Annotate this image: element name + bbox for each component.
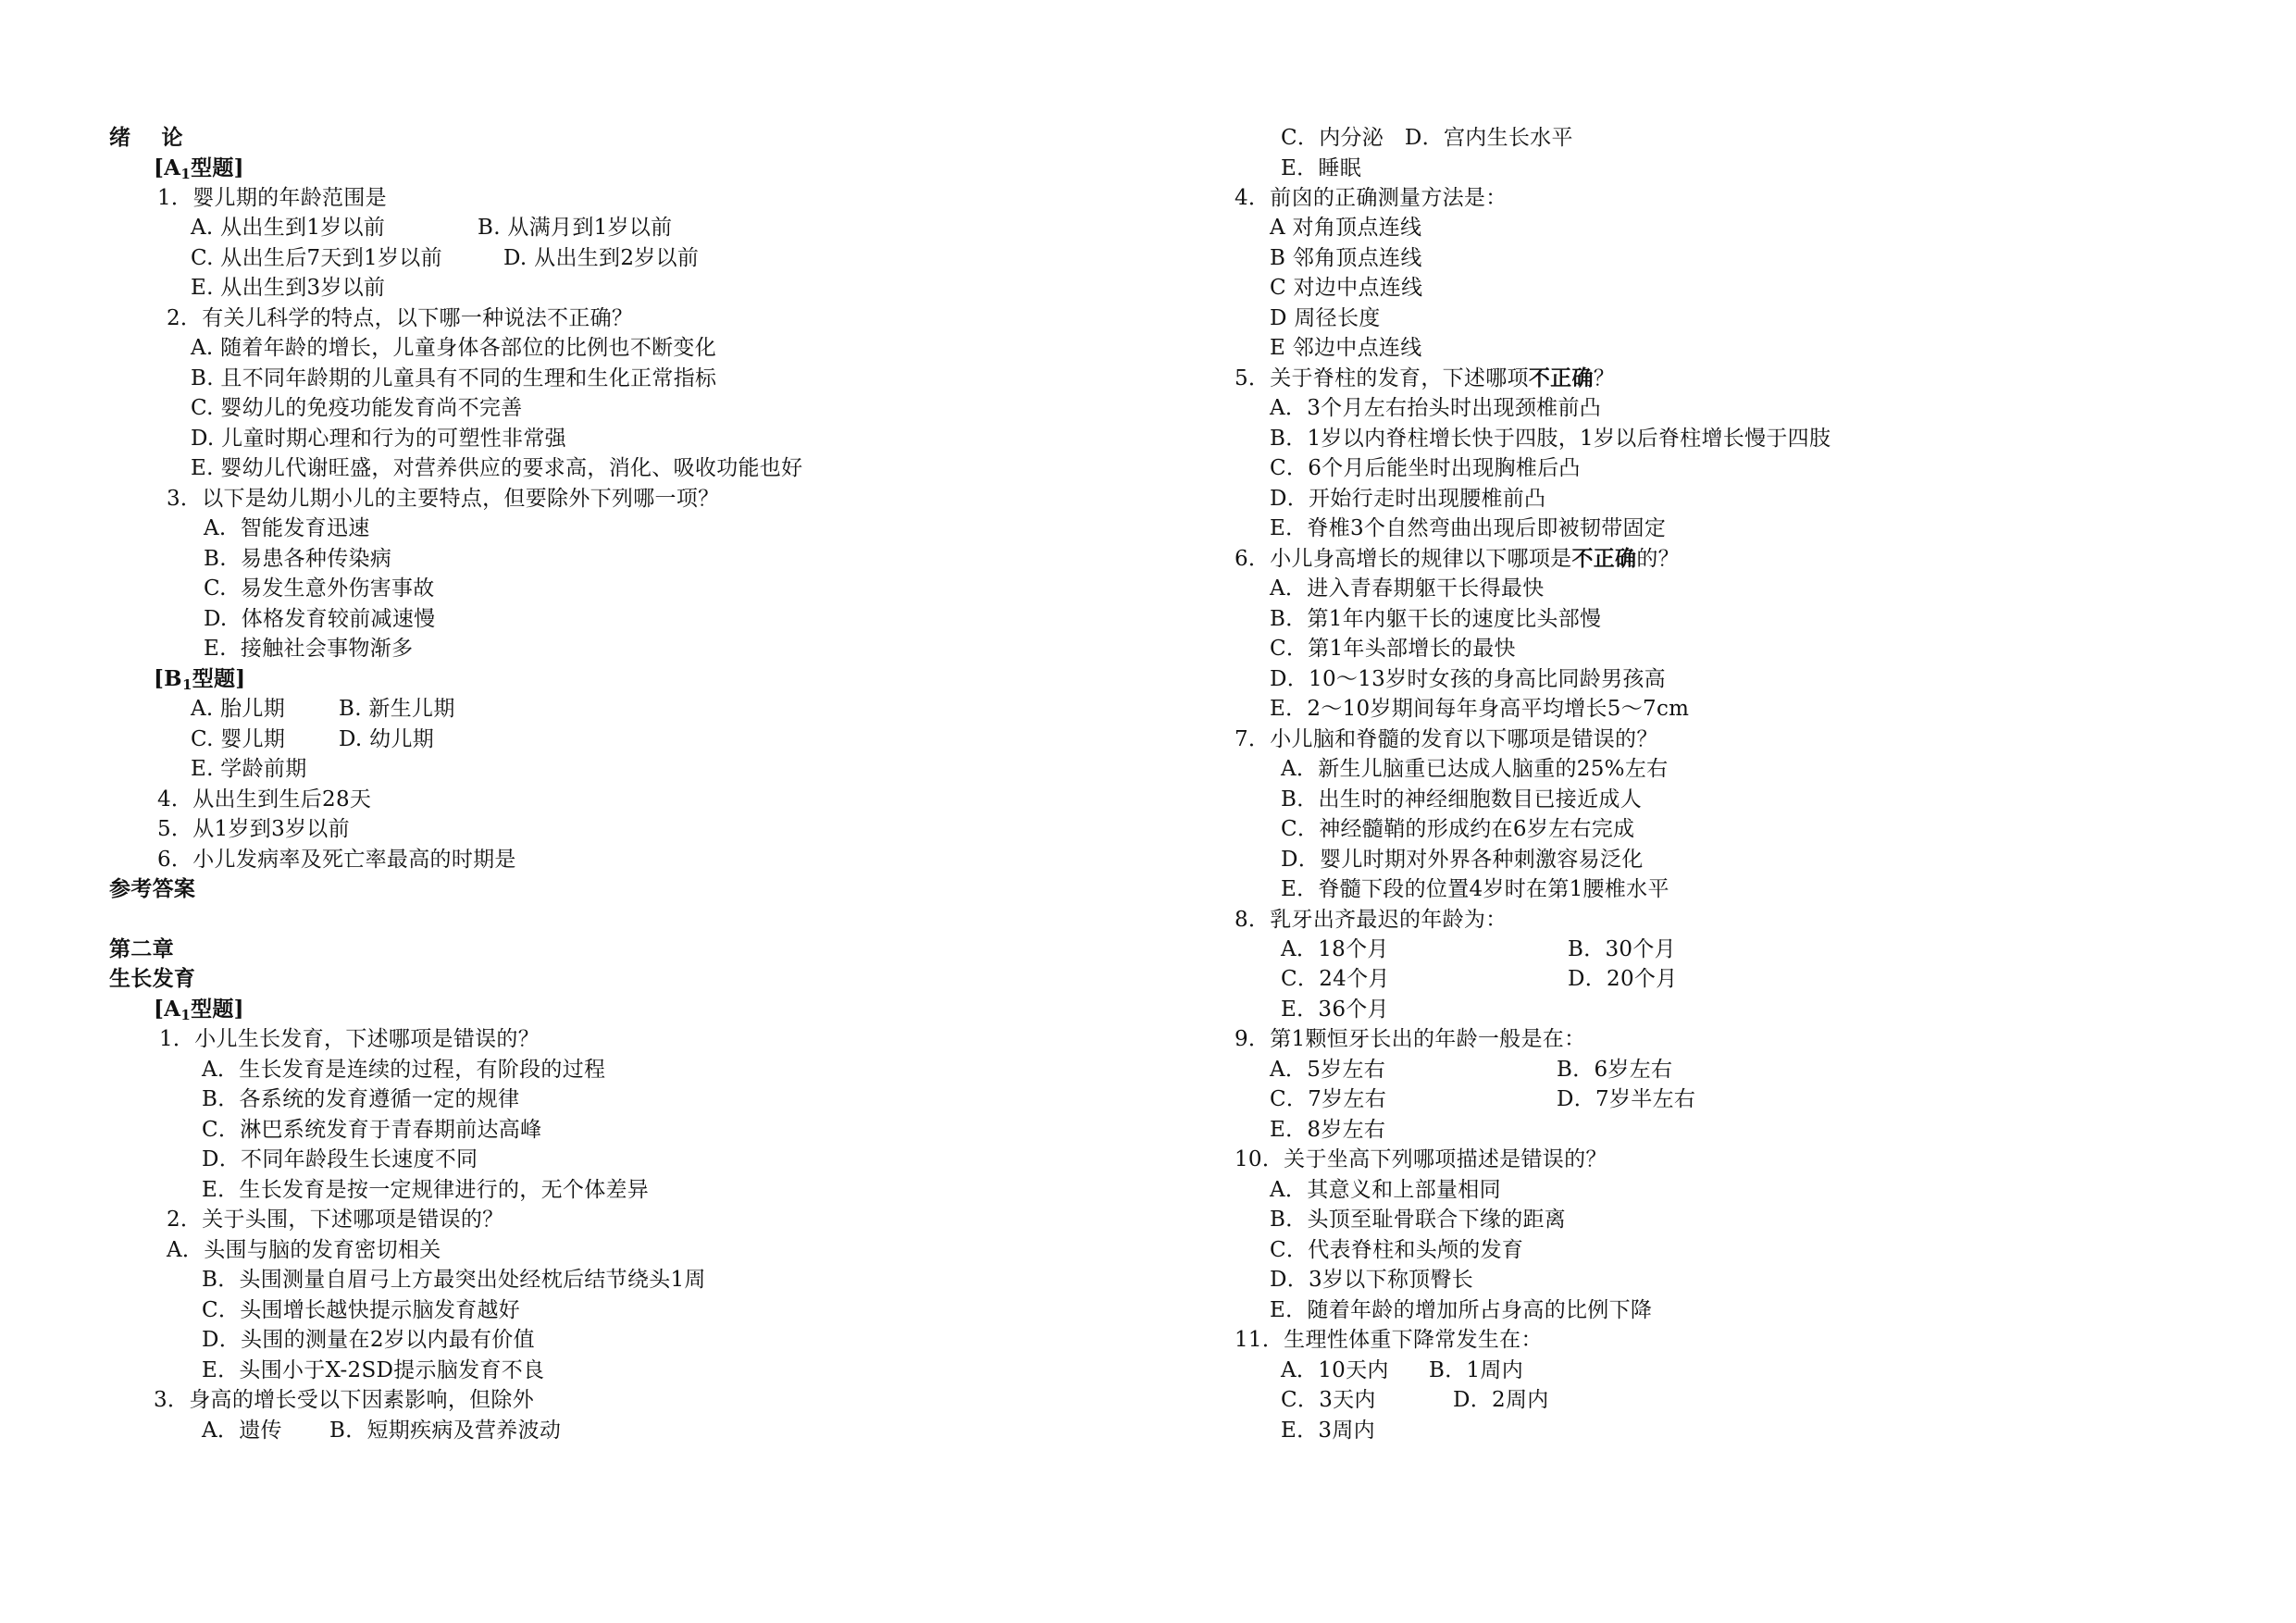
left-line-20: [$B_1$型题]	[154, 666, 246, 693]
right-line-6: D 周径长度	[1270, 306, 1381, 330]
right-line-18: D．10～13岁时女孩的身高比同龄男孩高	[1270, 667, 1666, 691]
right-line-42: D．3岁以下称顶臀长	[1270, 1268, 1474, 1292]
left-line-35: B．各系统的发育遵循一定的规律	[202, 1087, 520, 1111]
right-line-29: C．24个月	[1281, 967, 1390, 991]
right-line-23: C．神经髓鞘的形成约在6岁左右完成	[1281, 817, 1635, 841]
emphasis-text: 不正确	[1571, 546, 1637, 571]
right-line-17: C．第1年头部增长的最快	[1270, 637, 1516, 661]
left-line-37: D．不同年龄段生长速度不同	[202, 1147, 478, 1171]
left-line-30: 第二章	[109, 936, 174, 961]
left-line-39: 2．关于头围，下述哪项是错误的？	[167, 1208, 504, 1232]
right-line-30: D．20个月	[1568, 967, 1678, 991]
right-line-1: E．睡眠	[1281, 156, 1361, 180]
right-line-5: C 对边中点连线	[1270, 276, 1423, 300]
right-line-34: B．6岁左右	[1557, 1058, 1673, 1082]
left-line-43: D．头围的测量在2岁以内最有价值	[202, 1328, 535, 1352]
right-line-2: 4．前囟的正确测量方法是：	[1235, 186, 1508, 210]
right-line-46: B．1周内	[1429, 1358, 1524, 1382]
left-line-46: A．遗传	[202, 1419, 282, 1443]
left-line-1: [$A_1$型题]	[154, 155, 244, 182]
left-line-10: B. 且不同年龄期的儿童具有不同的生理和生化正常指标	[191, 366, 717, 390]
left-line-34: A．生长发育是连续的过程，有阶段的过程	[202, 1058, 606, 1082]
right-line-4: B 邻角顶点连线	[1270, 246, 1422, 270]
left-line-0: 绪 论	[109, 125, 183, 150]
left-line-7: E. 从出生到3岁以前	[191, 276, 386, 300]
left-line-40: A．头围与脑的发育密切相关	[167, 1238, 441, 1262]
left-line-45: 3．身高的增长受以下因素影响，但除外	[154, 1388, 535, 1412]
right-line-0: C．内分泌 D．宫内生长水平	[1281, 126, 1573, 150]
left-line-19: E. 接触社会事物渐多	[204, 637, 414, 661]
left-line-13: E. 婴幼儿代谢旺盛，对营养供应的要求高，消化、吸收功能也好	[191, 456, 803, 480]
right-line-12: D．开始行走时出现腰椎前凸	[1270, 487, 1546, 511]
left-line-16: B. 易患各种传染病	[204, 547, 392, 571]
right-line-26: 8．乳牙出齐最迟的年龄为：	[1235, 908, 1508, 932]
right-line-36: D．7岁半左右	[1557, 1087, 1696, 1111]
left-line-12: D. 儿童时期心理和行为的可塑性非常强	[191, 427, 566, 451]
right-line-48: D．2周内	[1453, 1388, 1549, 1412]
left-line-6: D. 从出生到2岁以前	[503, 246, 700, 270]
right-line-22: B．出生时的神经细胞数目已接近成人	[1281, 787, 1643, 812]
right-line-9: A．3个月左右抬头时出现颈椎前凸	[1270, 396, 1602, 420]
left-line-47: B．短期疾病及营养波动	[329, 1419, 562, 1443]
right-line-32: 9．第1颗恒牙长出的年龄一般是在：	[1235, 1027, 1586, 1051]
left-line-5: C. 从出生后7天到1岁以前	[191, 246, 442, 270]
right-line-25: E．脊髓下段的位置4岁时在第1腰椎水平	[1281, 877, 1669, 901]
left-line-23: C. 婴儿期	[191, 727, 286, 751]
right-line-49: E．3周内	[1281, 1419, 1375, 1443]
left-line-27: 5．从1岁到3岁以前	[157, 817, 350, 841]
right-line-27: A．18个月	[1281, 937, 1389, 961]
left-line-28: 6．小儿发病率及死亡率最高的时期是	[157, 848, 516, 872]
right-line-16: B．第1年内躯干长的速度比头部慢	[1270, 607, 1602, 631]
left-line-14: 3．以下是幼儿期小儿的主要特点，但要除外下列哪一项？	[167, 487, 720, 511]
right-line-10: B．1岁以内脊柱增长快于四肢，1岁以后脊柱增长慢于四肢	[1270, 427, 1831, 451]
right-line-20: 7．小儿脑和脊髓的发育以下哪项是错误的？	[1235, 727, 1658, 751]
left-line-42: C．头围增长越快提示脑发育越好	[202, 1298, 521, 1322]
left-line-17: C. 易发生意外伤害事故	[204, 576, 435, 601]
right-line-21: A．新生儿脑重已达成人脑重的25%左右	[1281, 757, 1669, 781]
left-line-22: B. 新生儿期	[339, 697, 455, 721]
right-line-24: D．婴儿时期对外界各种刺激容易泛化	[1281, 848, 1644, 872]
right-line-28: B．30个月	[1568, 937, 1676, 961]
right-line-8: 5．关于脊柱的发育，下述哪项不正确？	[1235, 365, 1616, 390]
left-line-3: A. 从出生到1岁以前	[191, 216, 386, 240]
left-line-36: C．淋巴系统发育于青春期前达高峰	[202, 1118, 542, 1142]
left-line-26: 4．从出生到生后28天	[157, 787, 372, 812]
right-line-38: 10．关于坐高下列哪项描述是错误的？	[1235, 1147, 1607, 1171]
left-line-33: 1．小儿生长发育，下述哪项是错误的？	[159, 1027, 540, 1051]
left-line-15: A. 智能发育迅速	[204, 516, 370, 540]
left-line-41: B．头围测量自眉弓上方最突出处经枕后结节绕头1周	[202, 1268, 706, 1292]
left-line-44: E．头围小于X-2SD提示脑发育不良	[202, 1358, 545, 1382]
right-line-15: A．进入青春期躯干长得最快	[1270, 576, 1545, 601]
right-line-47: C．3天内	[1281, 1388, 1376, 1412]
left-line-2: 1．婴儿期的年龄范围是	[157, 186, 387, 210]
right-line-33: A．5岁左右	[1270, 1058, 1386, 1082]
left-line-18: D. 体格发育较前减速慢	[204, 607, 436, 631]
right-line-35: C．7岁左右	[1270, 1087, 1387, 1111]
right-line-41: C．代表脊柱和头颅的发育	[1270, 1238, 1524, 1262]
left-line-21: A. 胎儿期	[191, 697, 286, 721]
right-line-13: E．脊椎3个自然弯曲出现后即被韧带固定	[1270, 516, 1667, 540]
right-line-40: B．头顶至耻骨联合下缘的距离	[1270, 1208, 1567, 1232]
left-line-31: 生长发育	[109, 966, 196, 991]
right-line-37: E．8岁左右	[1270, 1118, 1386, 1142]
right-line-11: C．6个月后能坐时出现胸椎后凸	[1270, 456, 1581, 480]
right-line-39: A．其意义和上部量相同	[1270, 1178, 1501, 1202]
left-line-8: 2．有关儿科学的特点，以下哪一种说法不正确？	[167, 306, 634, 330]
right-line-7: E 邻边中点连线	[1270, 336, 1422, 360]
left-line-24: D. 幼儿期	[339, 727, 435, 751]
emphasis-text: 不正确	[1528, 365, 1594, 390]
left-line-32: [$A_1$型题]	[154, 997, 244, 1023]
right-line-19: E．2～10岁期间每年身高平均增长5～7cm	[1270, 697, 1690, 721]
right-line-45: A．10天内	[1281, 1358, 1389, 1382]
left-line-38: E．生长发育是按一定规律进行的，无个体差异	[202, 1178, 650, 1202]
right-line-44: 11．生理性体重下降常发生在：	[1235, 1328, 1543, 1352]
left-line-11: C. 婴幼儿的免疫功能发育尚不完善	[191, 396, 523, 420]
right-line-43: E．随着年龄的增加所占身高的比例下降	[1270, 1298, 1653, 1322]
left-line-9: A. 随着年龄的增长，儿童身体各部位的比例也不断变化	[191, 336, 717, 360]
left-line-25: E. 学龄前期	[191, 757, 307, 781]
right-line-31: E．36个月	[1281, 997, 1389, 1022]
left-line-29: 参考答案	[109, 876, 196, 901]
left-line-4: B. 从满月到1岁以前	[478, 216, 673, 240]
right-line-3: A 对角顶点连线	[1270, 216, 1422, 240]
right-line-14: 6．小儿身高增长的规律以下哪项是不正确的？	[1235, 546, 1680, 571]
